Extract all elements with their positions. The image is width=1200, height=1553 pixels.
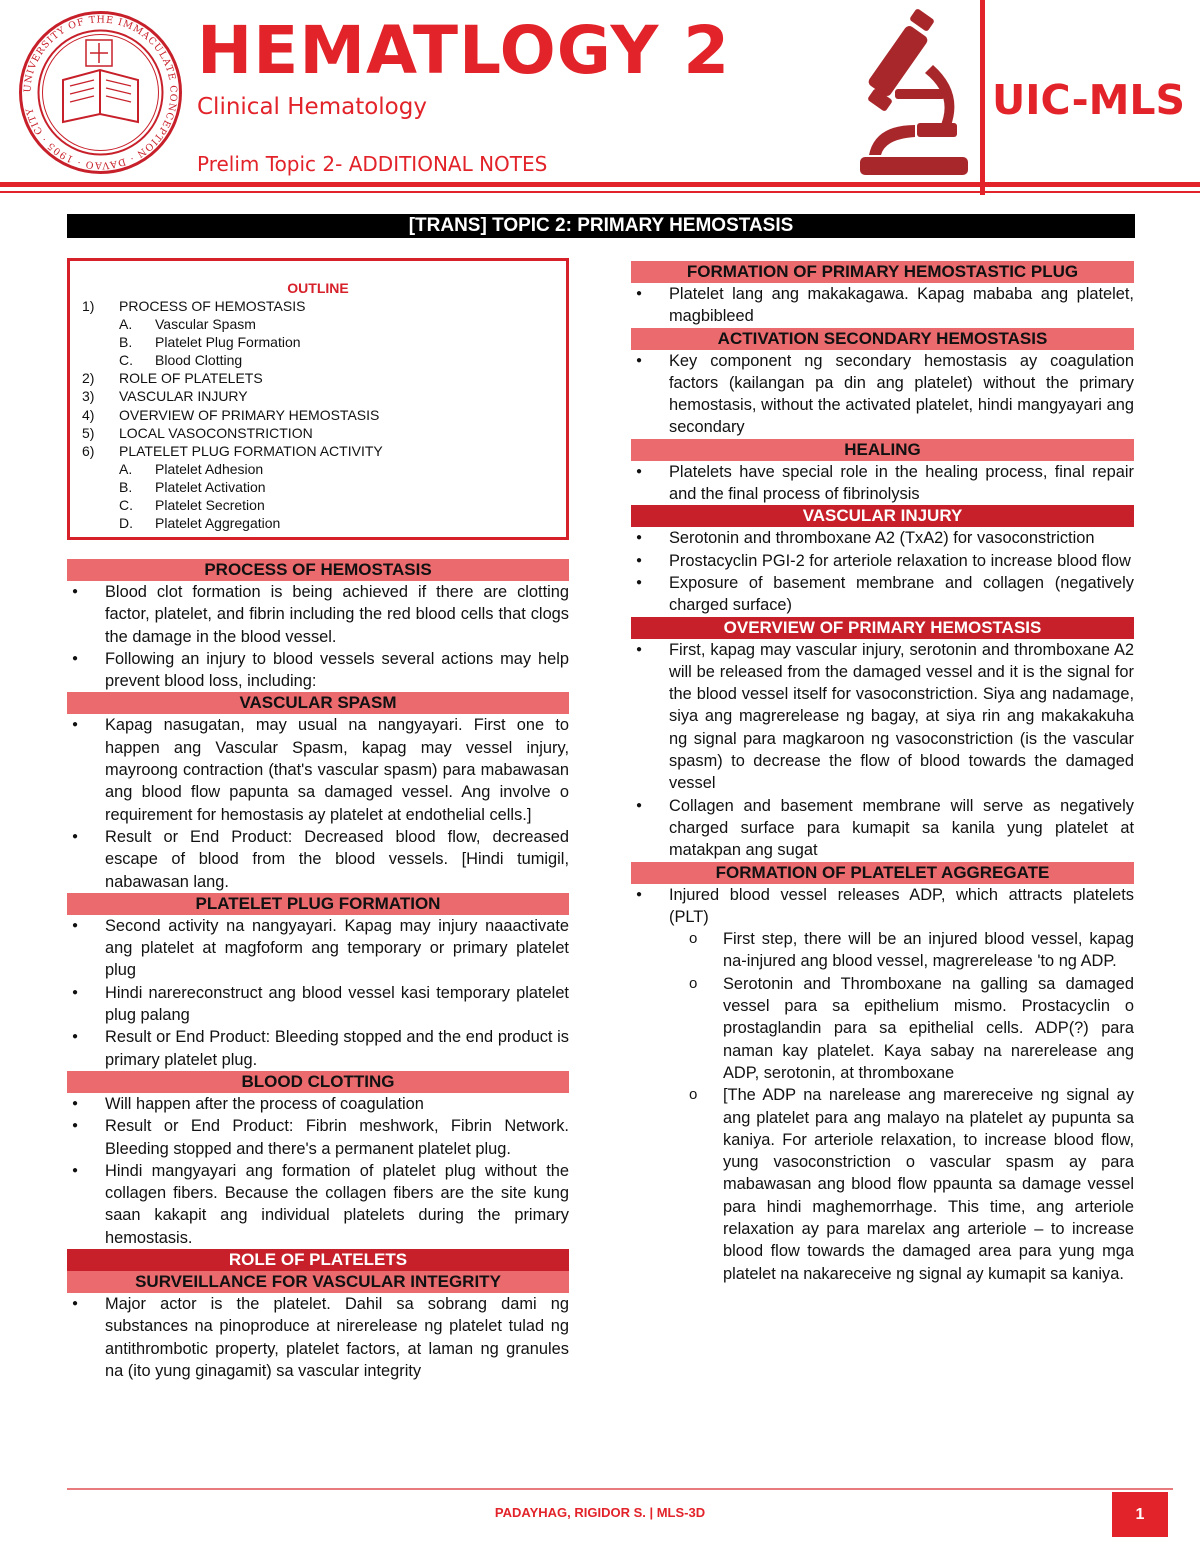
bullet-list: [67, 1293, 569, 1382]
bullet-item: ● Hindi mangyayari ang formation of platelet plug without the collagen fibers. Because the collagen fibers are the site kung saan kakapit ang individual platelets during the primary hemostasis.: [67, 1160, 569, 1249]
document-title-banner: HEMATLOGY 2: [197, 12, 731, 89]
section-heading-overview: OVERVIEW OF PRIMARY HEMOSTASIS: [631, 617, 1134, 639]
outline-subitem: A. Vascular Spasm: [119, 316, 256, 333]
bullet-item: ● Injured blood vessel releases ADP, which attracts platelets (PLT): [631, 884, 1134, 929]
outline-box: [67, 258, 569, 540]
bullet-list: [631, 527, 1134, 616]
subsection-heading-surveillance: SURVEILLANCE FOR VASCULAR INTEGRITY: [67, 1271, 569, 1293]
outline-subitem: A. Platelet Adhesion: [119, 460, 264, 477]
bullet-list: [67, 915, 569, 1071]
svg-text:UNIVERSITY OF THE IMMACULATE C: UNIVERSITY OF THE IMMACULATE CONCEPTION · DAVAO · 1905 · CITY: [22, 14, 179, 171]
footer-author: PADAYHAG, RIGIDOR S. | MLS-3D: [494, 1505, 706, 1520]
header-rule: [0, 182, 1200, 187]
bullet-item: ● Will happen after the process of coagulation: [67, 1093, 569, 1115]
outline-subitem: B. Platelet Activation: [119, 478, 266, 495]
page-number: 1: [1112, 1492, 1168, 1537]
sub-bullet-item: o Serotonin and Thromboxane na galling sa damaged vessel para sa epithelium mismo. Prostacyclin o prostaglandin para sa epithelial cells. ADP(?) para naman kay platelet. Kaya sabay na narerelease ang ADP, serotonin, at thromboxane: [631, 973, 1134, 1084]
outline-subitem: D. Platelet Aggregation: [119, 515, 281, 532]
outline-subitem: C. Blood Clotting: [119, 352, 243, 369]
bullet-list: [67, 1093, 569, 1249]
section-heading-blood-clotting: BLOOD CLOTTING: [67, 1071, 569, 1093]
bullet-item: ● Platelet lang ang makakagawa. Kapag mababa ang platelet, magbibleed: [631, 283, 1134, 328]
topic-line: Prelim Topic 2- ADDITIONAL NOTES: [197, 152, 548, 176]
section-heading-platelet-aggregate: FORMATION OF PLATELET AGGREGATE: [631, 862, 1134, 884]
bullet-list: [631, 461, 1134, 506]
bullet-item: ● Kapag nasugatan, may usual na nangyayari. First one to happen ang Vascular Spasm, kapag may vessel injury, mayroong contraction (that's vascular spasm) para mabawasan ang blood flow papunta sa damaged vessel. Ang involve o requirement for hemostasis ay platelet at endothelial cells.]: [67, 714, 569, 825]
bullet-item: ● Blood clot formation is being achieved if there are clotting factor, platelet, and fibrin including the red blood cells that clogs the damage in the blood vessel.: [67, 581, 569, 648]
trans-title-bar: [TRANS] TOPIC 2: PRIMARY HEMOSTASIS: [67, 214, 1135, 238]
bullet-item: ● Following an injury to blood vessels several actions may help prevent blood loss, including:: [67, 648, 569, 693]
outline-subitem: B. Platelet Plug Formation: [119, 334, 301, 351]
bullet-item: ● First, kapag may vascular injury, serotonin and thromboxane A2 will be released from the damaged vessel and it is the signal for the blood vessel itself for vasoconstriction. Siya ang nadamage, siya ang magrerelease ng bagay, at siya rin ang makakakuha ng signal para magkaroon ng vasoconstriction (is the vascular spasm) to decrease the flow of blood towards the damaged vessel: [631, 639, 1134, 795]
document-subtitle: Clinical Hematology: [197, 94, 427, 120]
outline-item: 1) PROCESS OF HEMOSTASIS: [82, 298, 306, 314]
outline-item: 6) PLATELET PLUG FORMATION ACTIVITY: [82, 442, 383, 459]
bullet-item: ● Result or End Product: Bleeding stopped and the end product is primary platelet plug.: [67, 1026, 569, 1071]
section-heading-formation-plug: FORMATION OF PRIMARY HEMOSTASTIC PLUG: [631, 261, 1134, 283]
section-heading-vascular-injury: VASCULAR INJURY: [631, 505, 1134, 527]
bullet-item: ● Serotonin and thromboxane A2 (TxA2) for vasoconstriction: [631, 527, 1134, 549]
section-heading-process: PROCESS OF HEMOSTASIS: [67, 559, 569, 581]
outline-subitem: C. Platelet Secretion: [119, 497, 265, 514]
bullet-item: ● Platelets have special role in the healing process, final repair and the final process of fibrinolysis: [631, 461, 1134, 506]
outline-item: 4) OVERVIEW OF PRIMARY HEMOSTASIS: [82, 406, 380, 423]
bullet-list: [631, 884, 1134, 929]
brand-label: UIC-MLS: [992, 76, 1186, 124]
section-heading-healing: HEALING: [631, 439, 1134, 461]
outline-item: 3) VASCULAR INJURY: [82, 388, 248, 405]
outline-item: 2) ROLE OF PLATELETS: [82, 370, 263, 387]
bullet-item: ● Second activity na nangyayari. Kapag may injury naaactivate ang platelet at magfoform ang temporary or primary platelet plug: [67, 915, 569, 982]
bullet-item: ● Major actor is the platelet. Dahil sa sobrang dami ng substances na pinoproduce at nirerelease ng platelet tulad ng antithrombotic property, platelet factors, at laman ng granules na (ito yung ginagamit) sa vascular integrity: [67, 1293, 569, 1382]
sub-bullet-item: o First step, there will be an injured blood vessel, kapag na-injured ang blood vessel, magrerelease 'to ng ADP.: [631, 928, 1134, 973]
bullet-item: ● Prostacyclin PGI-2 for arteriole relaxation to increase blood flow: [631, 550, 1134, 572]
section-heading-role-of-platelets: ROLE OF PLATELETS: [67, 1249, 569, 1271]
bullet-list: [67, 581, 569, 692]
bullet-list: [631, 283, 1134, 328]
section-heading-activation: ACTIVATION SECONDARY HEMOSTASIS: [631, 328, 1134, 350]
bullet-list: [631, 639, 1134, 862]
sub-bullet-list: [631, 928, 1134, 1285]
section-heading-vascular-spasm: VASCULAR SPASM: [67, 692, 569, 714]
left-column: [67, 258, 569, 1382]
sub-bullet-item: o [The ADP na narelease ang marereceive ng signal ay ang platelet para ang malayo na platelet ay pupunta sa kaniya. For arteriole relaxation, to increase blood flow, yung vasoconstriction o vascular spasm ay para mabawasan ang blood flow ppaunta sa damage vessel para hindi maghemorrhage. This time, ang arteriole relaxation ay para marelax ang arteriole – to increase blood flow towards the damaged area para yung mga platelet na nakareceive ng signal ay kumapit sa kaniya.: [631, 1084, 1134, 1285]
bullet-item: ● Hindi narereconstruct ang blood vessel kasi temporary platelet plug palang: [67, 982, 569, 1027]
section-heading-platelet-plug: PLATELET PLUG FORMATION: [67, 893, 569, 915]
bullet-item: ● Exposure of basement membrane and collagen (negatively charged surface): [631, 572, 1134, 617]
microscope-icon: [855, 5, 975, 180]
bullet-item: ● Result or End Product: Fibrin meshwork, Fibrin Network. Bleeding stopped and there's a permanent platelet plug.: [67, 1115, 569, 1160]
footer-rule: [67, 1488, 1173, 1490]
header-rule-thin: [0, 191, 1200, 193]
bullet-item: ● Result or End Product: Decreased blood flow, decreased escape of blood from the blood vessels. [Hindi tumigil, nabawasan lang.: [67, 826, 569, 893]
bullet-list: [631, 350, 1134, 439]
header-divider: [980, 0, 985, 195]
bullet-list: [67, 714, 569, 892]
university-seal-logo: [18, 10, 183, 175]
outline-item: 5) LOCAL VASOCONSTRICTION: [82, 424, 313, 441]
outline-title: OUTLINE: [287, 280, 349, 296]
right-column: [631, 261, 1134, 1285]
bullet-item: ● Collagen and basement membrane will serve as negatively charged surface para kumapit sa kanila yung platelet at matakpan ang sugat: [631, 795, 1134, 862]
bullet-item: ● Key component ng secondary hemostasis ay coagulation factors (kailangan pa din ang platelet) without the primary hemostasis, without the activated platelet, hindi mangyayari ang secondary: [631, 350, 1134, 439]
